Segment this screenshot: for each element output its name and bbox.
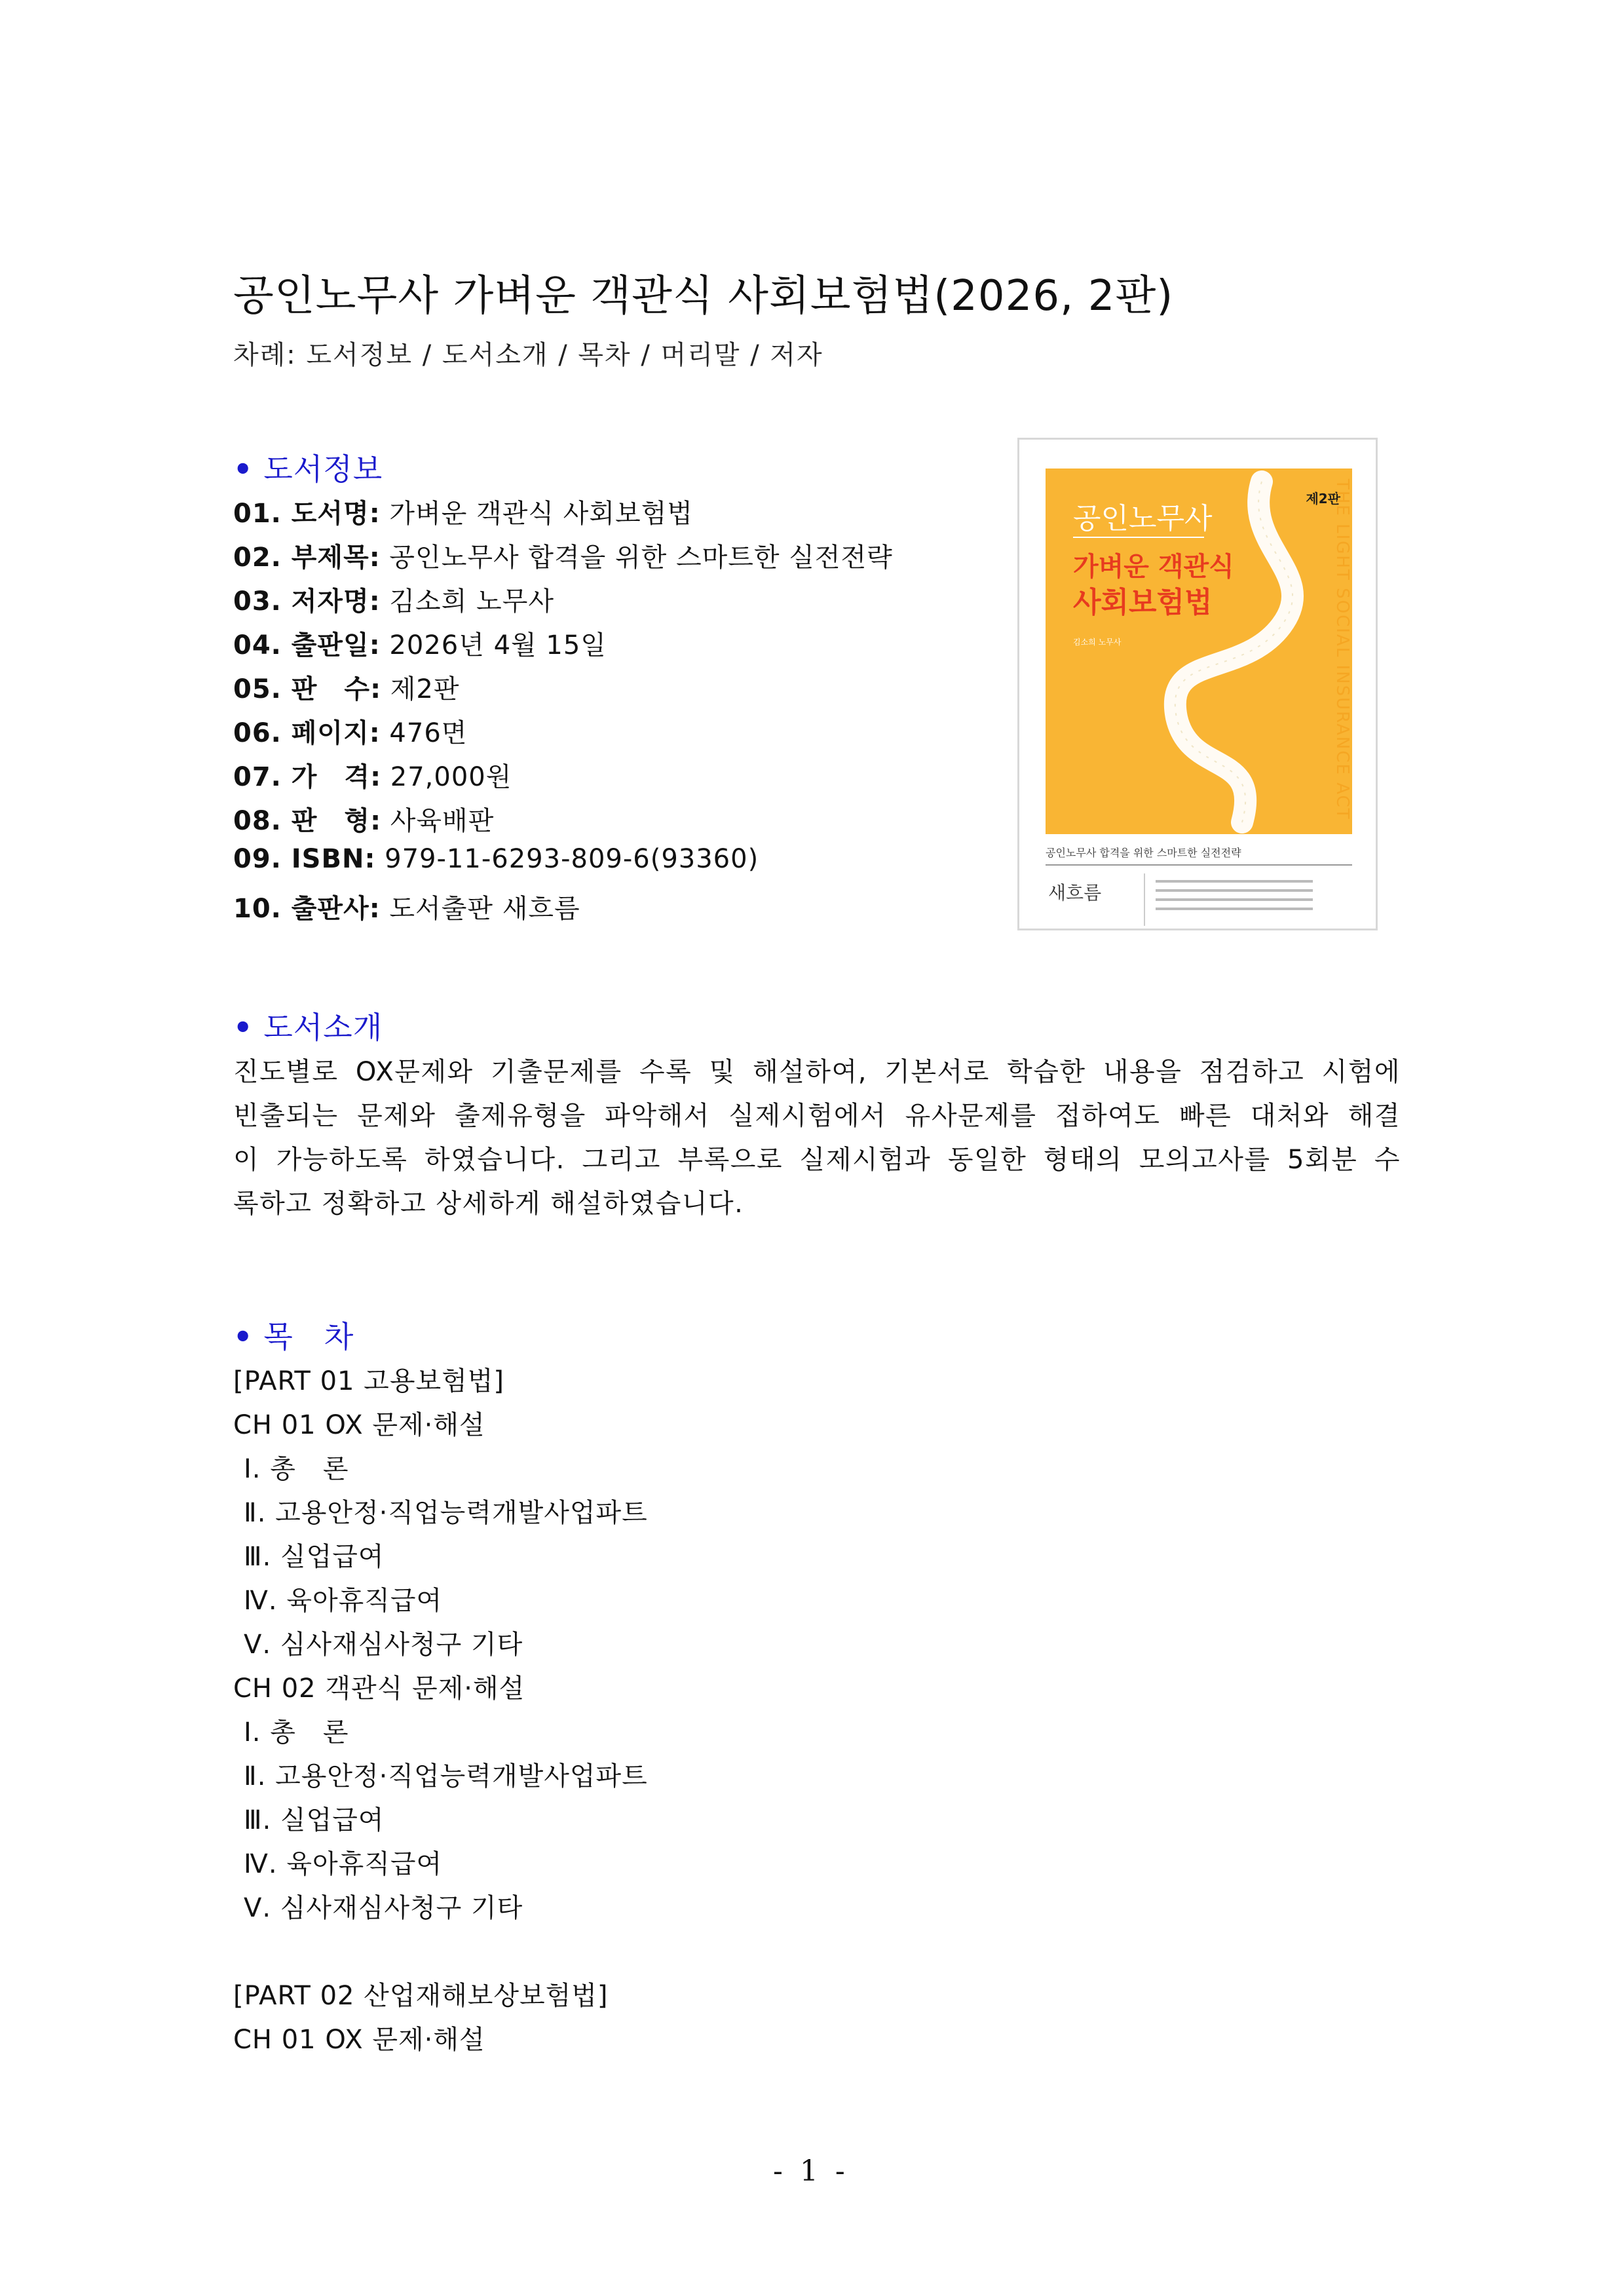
- cover-edition: 제2판: [1306, 491, 1340, 507]
- intro-heading-text: 도서소개: [263, 1010, 383, 1045]
- toc-item: Ⅳ. 육아휴직급여: [244, 1849, 443, 1879]
- info-value: 가벼운 객관식 사회보험법: [380, 499, 693, 529]
- bullet: •: [233, 1010, 254, 1045]
- cover-subtitle: 공인노무사 합격을 위한 스마트한 실전전략: [1046, 847, 1241, 859]
- cover-divider: [1073, 537, 1204, 538]
- info-value: 도서출판 새흐름: [380, 894, 580, 924]
- cover-divider-bottom: [1046, 864, 1352, 866]
- intro-line: 빈출되는 문제와 출제유형을 파악해서 실제시험에서 유사문제를 접하여도 빠른 대처와 해결: [233, 1101, 1401, 1131]
- info-row: [233, 624, 607, 662]
- toc-item: Ⅰ. 총 론: [244, 1717, 349, 1748]
- info-row: [233, 888, 580, 925]
- toc-item: Ⅰ. 총 론: [244, 1454, 349, 1484]
- info-value: 김소희 노무사: [380, 586, 554, 617]
- toc-item: Ⅳ. 육아휴직급여: [244, 1586, 443, 1616]
- cover-author: 김소희 노무사: [1073, 638, 1122, 647]
- toc-part: [PART 02 산업재해보상보험법]: [233, 1981, 609, 2011]
- toc-item: Ⅴ. 심사재심사청구 기타: [244, 1893, 523, 1923]
- cover-feature-list: [1144, 873, 1342, 926]
- book-cover: [1017, 438, 1378, 930]
- book-info-heading-text: 도서정보: [263, 451, 383, 487]
- toc-part: [PART 01 고용보험법]: [233, 1366, 504, 1396]
- toc-item: Ⅲ. 실업급여: [244, 1805, 385, 1835]
- info-label: 02. 부제목:: [233, 543, 381, 573]
- toc-chapter: CH 01 OX 문제·해설: [233, 1410, 485, 1440]
- intro-line: 진도별로 OX문제와 기출문제를 수록 및 해설하여, 기본서로 학습한 내용을 점검하고 시험에: [233, 1057, 1401, 1087]
- bullet: •: [233, 1319, 254, 1354]
- book-info-heading: [233, 446, 383, 489]
- intro-line: 이 가능하도록 하였습니다. 그리고 부록으로 실제시험과 동일한 형태의 모의고사를 5회분 수: [233, 1145, 1401, 1175]
- intro-heading: [233, 1004, 383, 1047]
- toc-item: Ⅴ. 심사재심사청구 기타: [244, 1630, 523, 1660]
- bullet: •: [233, 451, 254, 487]
- info-label: 09. ISBN:: [233, 844, 376, 874]
- info-value: 2026년 4월 15일: [380, 630, 607, 660]
- info-value: 27,000원: [381, 762, 512, 792]
- info-row: [233, 800, 494, 837]
- info-row: [233, 756, 512, 794]
- info-label: 07. 가 격:: [233, 762, 382, 792]
- info-value: 사육배판: [381, 806, 495, 836]
- toc-chapter: CH 01 OX 문제·해설: [233, 2025, 485, 2055]
- toc-item: Ⅱ. 고용안정·직업능력개발사업파트: [244, 1761, 648, 1791]
- publisher-logo: 새흐름: [1048, 882, 1102, 904]
- document-title: 공인노무사 가벼운 객관식 사회보험법(2026, 2판): [233, 272, 1174, 320]
- info-label: 01. 도서명:: [233, 499, 381, 529]
- info-label: 06. 페이지:: [233, 718, 381, 748]
- contents-line: 차례: 도서정보 / 도서소개 / 목차 / 머리말 / 저자: [233, 340, 823, 370]
- cover-small-title: 공인노무사: [1073, 502, 1213, 535]
- info-row: [233, 712, 467, 750]
- toc-heading-text: 목 차: [263, 1319, 354, 1354]
- toc-item: Ⅱ. 고용안정·직업능력개발사업파트: [244, 1498, 648, 1528]
- info-label: 10. 출판사:: [233, 894, 381, 924]
- info-value: 979-11-6293-809-6(93360): [375, 844, 759, 874]
- cover-main-title-2: 사회보험법: [1073, 586, 1213, 619]
- info-row: [233, 537, 893, 574]
- cover-art: [1046, 469, 1352, 834]
- intro-line: 록하고 정확하고 상세하게 해설하였습니다.: [233, 1189, 744, 1219]
- cover-main-title-1: 가벼운 객관식: [1073, 552, 1234, 582]
- info-row: [233, 844, 759, 874]
- cover-side-text: THE LIGHT SOCIAL INSURANCE ACT: [1332, 479, 1352, 820]
- page-number: - 1 -: [773, 2154, 849, 2188]
- info-value: 476면: [380, 718, 468, 748]
- toc-chapter: CH 02 객관식 문제·해설: [233, 1674, 525, 1704]
- info-row: [233, 581, 554, 618]
- info-label: 03. 저자명:: [233, 586, 381, 617]
- toc-heading: [233, 1313, 354, 1356]
- info-label: 08. 판 형:: [233, 806, 382, 836]
- info-label: 05. 판 수:: [233, 674, 382, 704]
- info-value: 제2판: [381, 674, 460, 704]
- info-value: 공인노무사 합격을 위한 스마트한 실전전략: [380, 543, 893, 573]
- info-label: 04. 출판일:: [233, 630, 381, 660]
- info-row: [233, 668, 460, 706]
- toc-item: Ⅲ. 실업급여: [244, 1542, 385, 1572]
- info-row: [233, 493, 693, 530]
